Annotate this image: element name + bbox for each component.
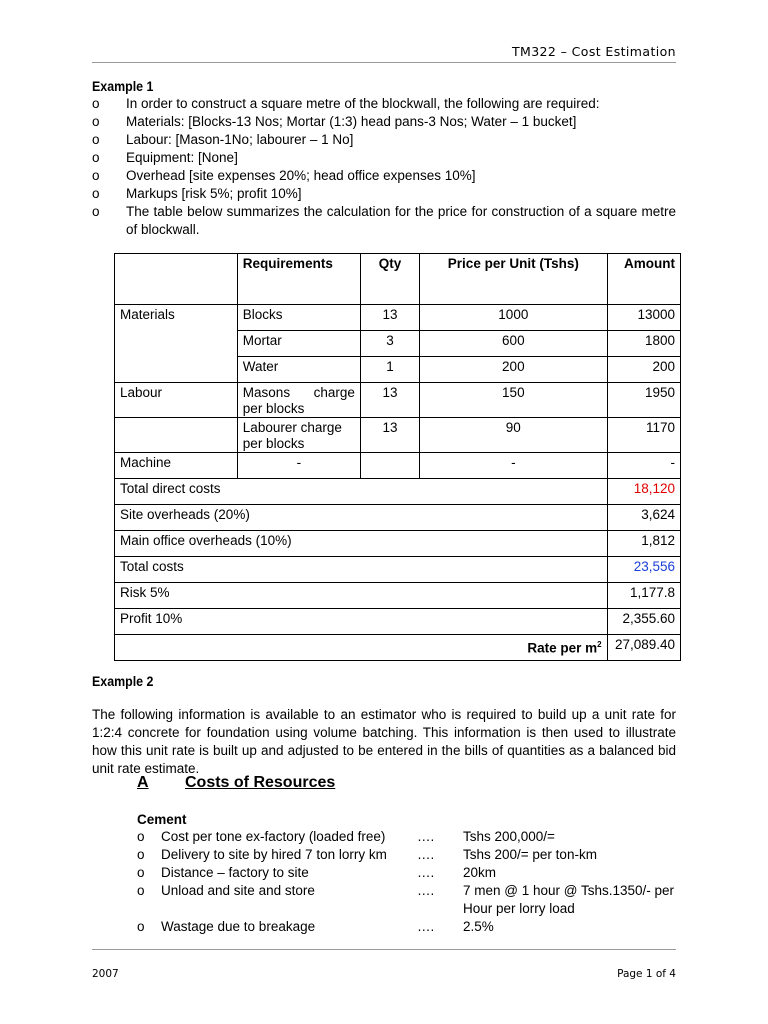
- table-cell: [115, 418, 238, 453]
- table-cell: 13000: [607, 305, 680, 331]
- rate-row: [115, 635, 681, 661]
- cement-list: [137, 828, 677, 936]
- table-cell: [360, 453, 419, 479]
- table-cell: 1950: [607, 383, 680, 418]
- table-cell: -: [607, 453, 680, 479]
- table-cell: -: [237, 453, 360, 479]
- table-cell: Blocks: [237, 305, 360, 331]
- summary-value: 18,120: [607, 479, 680, 505]
- example2-heading: Example 2: [92, 674, 154, 689]
- list-item: o Delivery to site by hired 7 ton lorry km …. Tshs 200/= per ton-km: [137, 847, 597, 862]
- summary-label: Total costs: [115, 557, 608, 583]
- bullet-icon: o: [137, 829, 145, 844]
- table-header-cell: Amount: [607, 254, 680, 305]
- table-cell: 3: [360, 331, 419, 357]
- rate-superscript: 2: [597, 640, 602, 649]
- table-row: [115, 305, 681, 331]
- table-row: [115, 383, 681, 418]
- list-item: o Markups [risk 5%; profit 10%]: [92, 186, 302, 201]
- table-cell: 200: [420, 357, 608, 383]
- bullet-icon: o: [92, 114, 100, 129]
- bullet-icon: o: [92, 150, 100, 165]
- table-cell: 1000: [420, 305, 608, 331]
- list-item: o Unload and site and store …. 7 men @ 1 hour @ Tshs.1350/- per Hour per lorry load: [137, 883, 675, 916]
- table-cell: 90: [420, 418, 608, 453]
- summary-row: [115, 479, 681, 505]
- table-cell: -: [420, 453, 608, 479]
- summary-label: Profit 10%: [115, 609, 608, 635]
- group-cell-materials: Materials: [115, 305, 238, 383]
- table-header-cell: Price per Unit (Tshs): [420, 254, 608, 305]
- header-title: TM322 – Cost Estimation: [511, 44, 676, 59]
- bullet-icon: o: [137, 883, 145, 898]
- list-item: o Materials: [Blocks-13 Nos; Mortar (1:3) head pans-3 Nos; Water – 1 bucket]: [92, 114, 577, 129]
- group-cell-labour: Labour: [115, 383, 238, 418]
- page-number: Page 1 of 4: [617, 968, 676, 980]
- table-header-cell: Requirements: [237, 254, 360, 305]
- bullet-icon: o: [92, 96, 100, 111]
- list-item: o Labour: [Mason-1No; labourer – 1 No]: [92, 132, 354, 147]
- table-cell: 13: [360, 383, 419, 418]
- summary-value: 1,177.8: [607, 583, 680, 609]
- table-cell: 13: [360, 418, 419, 453]
- summary-row: [115, 505, 681, 531]
- bullet-icon: o: [92, 186, 100, 201]
- table-cell: 13: [360, 305, 419, 331]
- page-header: [92, 40, 676, 63]
- bullet-icon: o: [92, 132, 100, 147]
- group-cell-machine: Machine: [115, 453, 238, 479]
- summary-label: Site overheads (20%): [115, 505, 608, 531]
- summary-value: 23,556: [607, 557, 680, 583]
- summary-value: 1,812: [607, 531, 680, 557]
- table-header-row: [115, 254, 681, 305]
- list-item: o Wastage due to breakage …. 2.5%: [137, 919, 494, 934]
- summary-value: 2,355.60: [607, 609, 680, 635]
- table-cell: Water: [237, 357, 360, 383]
- summary-label: Total direct costs: [115, 479, 608, 505]
- table-cell: 150: [420, 383, 608, 418]
- table-row: [115, 453, 681, 479]
- table-cell: 1: [360, 357, 419, 383]
- bullet-icon: o: [137, 865, 145, 880]
- table-row: [115, 418, 681, 453]
- bullet-icon: o: [137, 847, 145, 862]
- summary-label: Main office overheads (10%): [115, 531, 608, 557]
- table-cell: 600: [420, 331, 608, 357]
- table-cell: Labourer charge per blocks: [237, 418, 360, 453]
- section-name: Costs of Resources: [185, 774, 336, 791]
- summary-row: [115, 609, 681, 635]
- example1-bullet-list: [92, 95, 676, 239]
- table-header-cell: [115, 254, 238, 305]
- table-cell: 1170: [607, 418, 680, 453]
- list-item: o In order to construct a square metre of the blockwall, the following are required:: [92, 96, 600, 111]
- table-cell: Masons charge per blocks: [237, 383, 360, 418]
- cost-table: [114, 253, 681, 661]
- summary-row: [115, 583, 681, 609]
- bullet-icon: o: [92, 168, 100, 183]
- summary-label: Risk 5%: [115, 583, 608, 609]
- table-header-cell: Qty: [360, 254, 419, 305]
- summary-row: [115, 557, 681, 583]
- section-letter: A: [137, 774, 149, 791]
- list-item: o Distance – factory to site …. 20km: [137, 865, 497, 880]
- table-cell: Mortar: [237, 331, 360, 357]
- rate-value: 27,089.40: [607, 635, 680, 661]
- bullet-icon: o: [92, 204, 100, 219]
- summary-row: [115, 531, 681, 557]
- example2-paragraph: The following information is available to an estimator who is required to build up a unit rate for 1:2:4 concrete for foundation using volume batching. This information is then used to illustrate how this unit rate is built up and adjusted to be entered in the bills of quantities as a balanced bid unit rate estimate.: [92, 707, 676, 776]
- rate-label: Rate per m: [527, 640, 598, 656]
- cement-title: Cement: [137, 812, 187, 827]
- page-footer: [92, 949, 676, 990]
- rate-label-cell: [115, 635, 608, 661]
- example1-heading: Example 1: [92, 79, 154, 94]
- list-item: o Cost per tone ex-factory (loaded free) …. Tshs 200,000/=: [137, 829, 555, 844]
- bullet-icon: o: [137, 919, 145, 934]
- summary-value: 3,624: [607, 505, 680, 531]
- table-cell: 1800: [607, 331, 680, 357]
- footer-year: 2007: [92, 968, 119, 980]
- section-a-title: [137, 774, 335, 792]
- list-item: o Equipment: [None]: [92, 150, 238, 165]
- list-item: o The table below summarizes the calculation for the price for construction of a square metre of blockwall.: [92, 204, 676, 237]
- list-item: o Overhead [site expenses 20%; head office expenses 10%]: [92, 168, 476, 183]
- table-cell: 200: [607, 357, 680, 383]
